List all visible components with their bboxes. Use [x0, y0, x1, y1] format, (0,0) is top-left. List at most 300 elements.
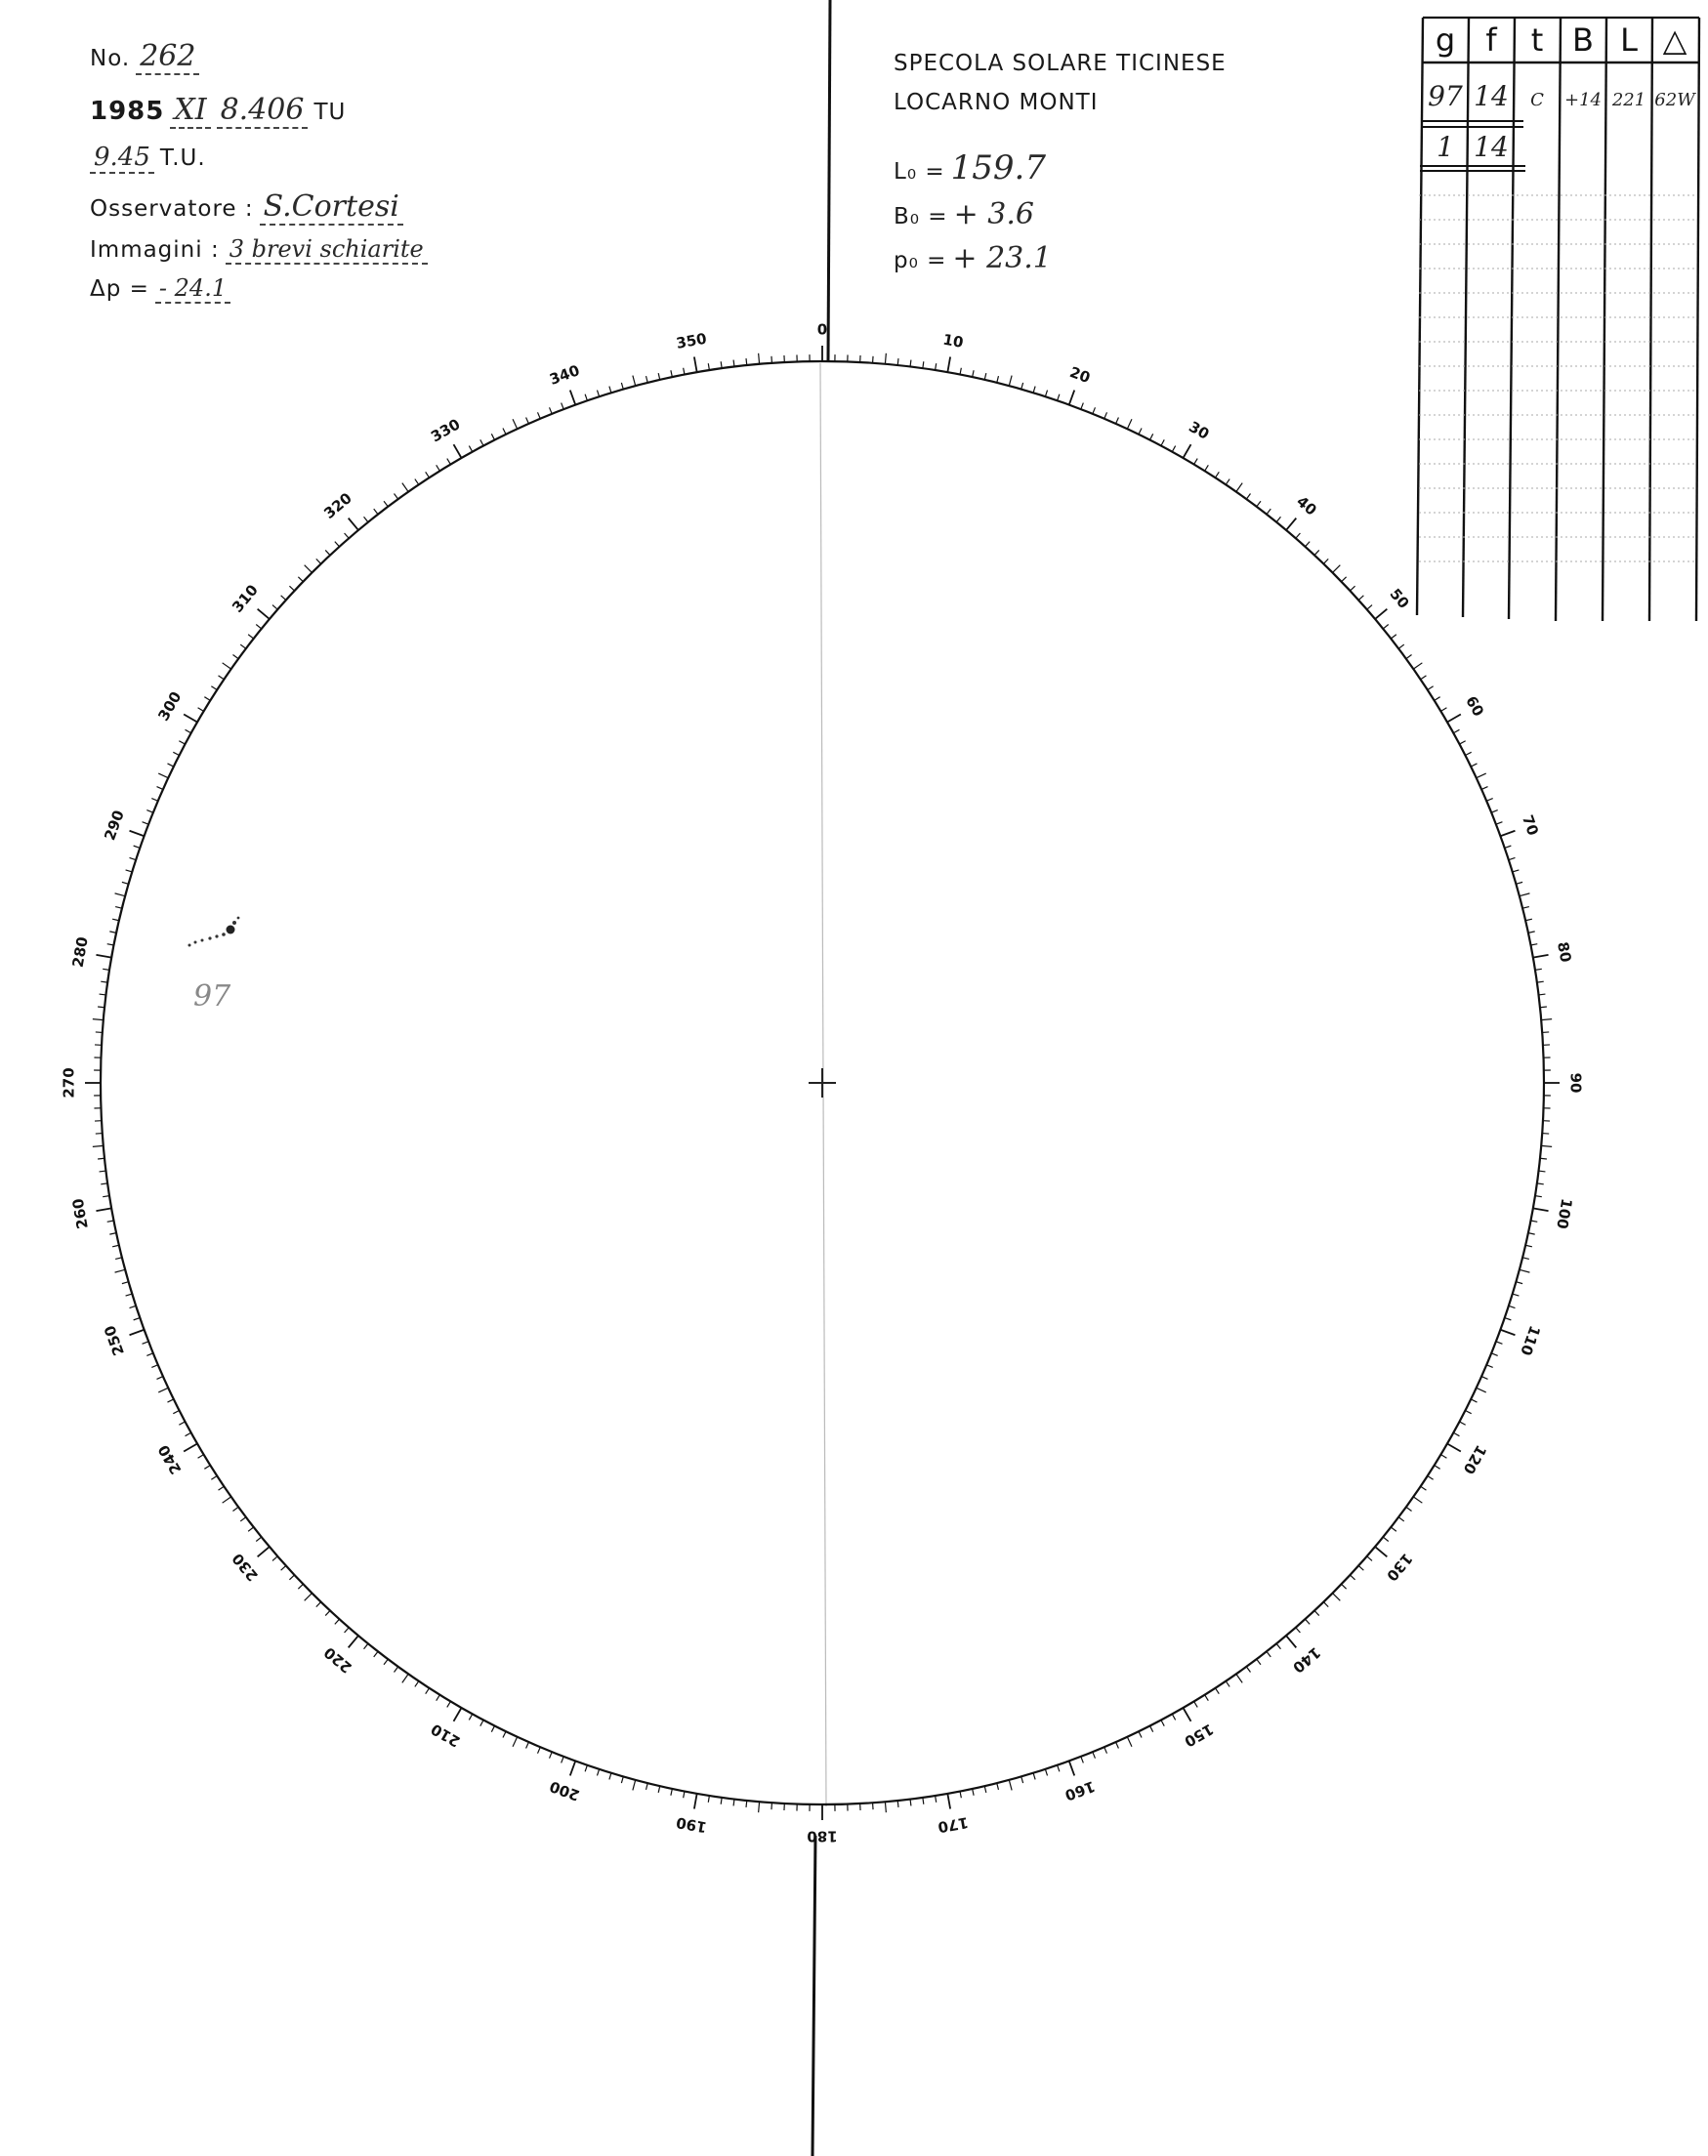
sunspot	[237, 917, 240, 920]
scale-label: 170	[936, 1813, 970, 1837]
date-suffix: TU	[313, 100, 347, 125]
scale-tick	[1413, 663, 1422, 669]
scale-tick	[281, 1565, 286, 1570]
scale-tick	[184, 715, 197, 723]
scale-tick	[621, 383, 623, 390]
scale-tick	[281, 596, 286, 601]
scale-tick	[1342, 577, 1347, 582]
scale-tick	[936, 363, 937, 370]
scale-tick	[93, 1019, 104, 1020]
scale-tick	[1428, 686, 1434, 690]
scale-tick	[126, 870, 133, 872]
l0-label: L₀ =	[894, 159, 945, 185]
scale-tick	[167, 1399, 173, 1402]
scale-tick	[1314, 1610, 1319, 1615]
scale-label: 220	[320, 1643, 355, 1677]
scale-tick	[1513, 1294, 1520, 1296]
scale-label: 310	[229, 581, 262, 616]
scale-tick	[923, 361, 924, 368]
scale-tick	[258, 609, 270, 619]
scale-tick	[1398, 644, 1404, 648]
scale-tick	[1541, 1019, 1552, 1020]
scale-tick	[997, 1783, 999, 1790]
scale-tick	[1139, 428, 1142, 434]
scale-tick	[1215, 1688, 1219, 1694]
scale-tick	[746, 358, 747, 365]
scale-tick	[402, 483, 408, 492]
p0-value: + 23.1	[952, 241, 1052, 275]
table-header-cell: t	[1530, 21, 1544, 59]
scale-tick	[469, 446, 472, 452]
scale-tick	[98, 1158, 104, 1159]
scale-tick	[526, 1742, 529, 1748]
scale-tick	[179, 1422, 185, 1425]
scale-tick	[112, 919, 119, 921]
scale-tick	[1383, 625, 1388, 629]
scale-tick	[491, 1725, 494, 1731]
scale-tick	[1350, 586, 1354, 591]
scale-tick	[130, 1330, 145, 1335]
scale-tick	[1267, 509, 1271, 515]
scale-tick	[1296, 1628, 1301, 1633]
scale-label: 100	[1553, 1196, 1576, 1230]
scale-tick	[1367, 605, 1372, 610]
scale-tick	[759, 1802, 760, 1812]
scale-tick	[345, 1628, 350, 1633]
scale-tick	[1093, 407, 1096, 413]
table-cell: 97	[1428, 80, 1463, 112]
sunspot	[232, 921, 236, 925]
scale-tick	[1246, 1667, 1250, 1673]
scale-label: 20	[1066, 363, 1093, 388]
scale-tick	[1421, 1486, 1427, 1490]
scale-tick	[1205, 1695, 1209, 1701]
scale-label: 180	[807, 1827, 838, 1845]
scale-tick	[609, 387, 611, 394]
scale-tick	[480, 439, 483, 445]
scale-tick	[186, 1432, 191, 1435]
scale-tick	[248, 635, 254, 639]
scale-tick	[1267, 1651, 1271, 1657]
scale-tick	[248, 1527, 254, 1531]
scale-tick	[562, 403, 564, 410]
scale-tick	[1226, 1681, 1229, 1687]
scale-tick	[1406, 1507, 1412, 1511]
number-label: No.	[90, 46, 131, 71]
table-cell: 62W	[1654, 90, 1695, 110]
table-header-cell: g	[1435, 21, 1456, 59]
scale-tick	[158, 773, 168, 778]
scale-tick	[684, 368, 685, 375]
scale-tick	[1333, 1594, 1341, 1601]
scale-tick	[1081, 1757, 1084, 1763]
scale-tick	[179, 741, 185, 744]
scale-tick	[1486, 1365, 1492, 1368]
scale-tick	[550, 407, 553, 413]
scale-tick	[1491, 1353, 1497, 1356]
scale-tick	[1535, 969, 1542, 970]
scale-tick	[1477, 773, 1486, 778]
scale-tick	[1116, 1742, 1119, 1748]
scale-tick	[1139, 1731, 1142, 1737]
scale-tick	[910, 360, 911, 367]
date-year: 1985	[90, 97, 165, 126]
table-header-cell: B	[1572, 21, 1594, 59]
date-day: 8.406	[217, 93, 309, 129]
scale-tick	[1194, 459, 1198, 465]
scale-tick	[437, 465, 440, 471]
scale-tick	[597, 1769, 599, 1776]
scale-tick	[402, 1674, 408, 1682]
scale-tick	[885, 353, 886, 364]
scale-tick	[219, 676, 225, 680]
scale-tick	[186, 729, 191, 732]
scale-tick	[1516, 882, 1522, 884]
scale-tick	[1058, 394, 1060, 401]
scale-tick	[1528, 932, 1535, 933]
scale-tick	[122, 1282, 129, 1284]
scale-tick	[469, 1714, 472, 1720]
scale-tick	[151, 1365, 157, 1368]
scale-tick	[997, 376, 999, 383]
scale-tick	[1496, 1342, 1503, 1345]
table-cell: 14	[1474, 131, 1509, 163]
scale-tick	[746, 1801, 747, 1807]
scale-tick	[1069, 1761, 1074, 1775]
scale-tick	[93, 1145, 104, 1146]
scale-tick	[733, 360, 734, 367]
scale-tick	[491, 434, 494, 439]
scale-tick	[258, 1547, 270, 1556]
scale-tick	[513, 1737, 518, 1747]
scale-tick	[1541, 1145, 1552, 1146]
scale-tick	[960, 368, 961, 375]
scale-tick	[708, 363, 709, 370]
scale-tick	[1104, 412, 1107, 418]
scale-tick	[1172, 446, 1175, 452]
scale-tick	[112, 1245, 119, 1247]
scale-label: 230	[229, 1550, 262, 1585]
scale-tick	[984, 1786, 986, 1793]
scale-tick	[107, 1221, 114, 1222]
scale-tick	[109, 932, 116, 933]
scale-tick	[1009, 1780, 1012, 1791]
scale-tick	[1509, 1306, 1516, 1307]
scale-tick	[1533, 955, 1549, 958]
scale-tick	[305, 1594, 312, 1601]
scale-tick	[562, 1757, 564, 1763]
sunspot	[194, 941, 197, 944]
scale-tick	[1505, 846, 1512, 848]
sunspot-group-label: 97	[193, 979, 231, 1014]
scale-tick	[126, 1294, 133, 1296]
scale-tick	[447, 1701, 451, 1707]
delta-p-value: - 24.1	[155, 274, 230, 304]
scale-tick	[658, 1786, 660, 1793]
scale-tick	[374, 509, 378, 515]
scale-tick	[1246, 493, 1250, 499]
scale-tick	[1453, 729, 1459, 732]
scale-label: 130	[1383, 1550, 1416, 1585]
scale-tick	[658, 373, 660, 380]
scale-tick	[1391, 635, 1396, 639]
scale-tick	[1435, 1466, 1440, 1470]
scale-tick	[1491, 810, 1497, 813]
scale-tick	[1323, 1602, 1328, 1607]
scale-tick	[1477, 1388, 1486, 1392]
p0-label: p₀ =	[894, 248, 947, 273]
scale-tick	[426, 472, 430, 477]
scale-tick	[1276, 517, 1280, 521]
scale-tick	[1323, 559, 1328, 563]
scale-tick	[1520, 893, 1530, 896]
scale-tick	[395, 493, 398, 499]
scale-tick	[960, 1791, 961, 1798]
scale-tick	[646, 1783, 648, 1790]
scale-tick	[115, 1258, 122, 1260]
scale-tick	[256, 625, 261, 629]
scale-tick	[1537, 981, 1544, 982]
sunspot-leader	[227, 926, 235, 934]
scale-label: 30	[1186, 417, 1213, 443]
scale-tick	[349, 518, 358, 530]
scale-tick	[1398, 1517, 1404, 1521]
scale-tick	[1149, 434, 1152, 439]
scale-label: 150	[1181, 1720, 1217, 1751]
scale-tick	[1428, 1475, 1434, 1479]
scale-tick	[345, 533, 350, 538]
scale-tick	[1069, 391, 1074, 405]
scale-tick	[1194, 1701, 1198, 1707]
scale-tick	[1205, 465, 1209, 471]
scale-tick	[936, 1796, 937, 1803]
scale-tick	[1391, 1527, 1396, 1531]
scale-tick	[1375, 1547, 1387, 1556]
scale-tick	[184, 1444, 197, 1452]
scale-label: 200	[547, 1777, 582, 1804]
scale-tick	[130, 1306, 137, 1307]
scale-tick	[1116, 417, 1119, 423]
scale-tick	[325, 550, 330, 555]
scale-tick	[708, 1796, 709, 1803]
table-header-cell: f	[1485, 21, 1497, 59]
scale-tick	[1350, 1575, 1354, 1580]
scale-tick	[1286, 518, 1296, 530]
table-cell: 1	[1437, 131, 1454, 163]
scale-label: 110	[1517, 1323, 1544, 1358]
scale-label: 250	[101, 1323, 128, 1358]
scale-tick	[115, 1269, 126, 1272]
scale-tick	[1009, 376, 1012, 387]
scale-tick	[1161, 1720, 1164, 1725]
table-header-cell: L	[1620, 21, 1638, 59]
table-cell: 221	[1611, 90, 1646, 110]
scale-tick	[219, 1486, 225, 1490]
scale-tick	[1104, 1747, 1107, 1753]
scale-tick	[973, 370, 974, 377]
l0-value: 159.7	[950, 148, 1046, 187]
scale-tick	[1081, 403, 1084, 410]
scale-tick	[1286, 1636, 1296, 1647]
scale-tick	[316, 559, 321, 563]
scale-tick	[585, 394, 587, 401]
scale-tick	[1533, 1208, 1549, 1211]
scale-tick	[146, 1353, 152, 1356]
scale-tick	[1540, 1158, 1547, 1159]
b0-value: + 3.6	[953, 197, 1034, 231]
scale-tick	[151, 799, 157, 802]
group-table	[1417, 18, 1699, 621]
scale-tick	[1522, 1258, 1529, 1260]
scale-label: 240	[154, 1441, 186, 1477]
scale-tick	[1257, 501, 1261, 507]
scale-tick	[156, 1377, 162, 1380]
scale-tick	[973, 1789, 974, 1796]
scale-tick	[335, 1619, 340, 1624]
scale-tick	[1447, 715, 1461, 723]
scale-label: 90	[1566, 1072, 1585, 1094]
scale-tick	[204, 697, 210, 701]
scale-tick	[415, 1681, 419, 1687]
scale-tick	[1033, 1773, 1035, 1780]
scale-tick	[1226, 479, 1229, 485]
observer-label: Osservatore :	[90, 196, 254, 222]
scale-tick	[426, 1688, 430, 1694]
scale-tick	[447, 459, 451, 465]
observer-value: S.Cortesi	[260, 189, 403, 226]
sunspot	[188, 944, 191, 947]
scale-tick	[1021, 383, 1023, 390]
scale-tick	[1413, 1497, 1422, 1503]
scale-tick	[1161, 439, 1164, 445]
scale-tick	[1257, 1659, 1261, 1665]
scale-tick	[364, 517, 368, 521]
scale-tick	[1471, 1399, 1477, 1402]
scale-tick	[1440, 1455, 1446, 1459]
scale-tick	[454, 444, 462, 458]
scale-tick	[240, 1517, 246, 1521]
scale-tick	[240, 644, 246, 648]
images-label: Immagini :	[90, 237, 220, 263]
sunspot	[208, 936, 211, 939]
scale-label: 120	[1459, 1441, 1490, 1477]
scale-label: 0	[816, 320, 828, 339]
scale-tick	[415, 479, 419, 485]
scale-tick	[947, 356, 950, 372]
scale-tick	[158, 1388, 168, 1392]
scale-tick	[1453, 1432, 1459, 1435]
top-axis-line	[828, 0, 830, 361]
scale-tick	[1505, 1318, 1512, 1320]
scale-tick	[122, 882, 129, 884]
scale-tick	[223, 663, 231, 669]
scale-tick	[305, 565, 312, 573]
scale-tick	[1093, 1752, 1096, 1758]
scale-tick	[173, 752, 179, 755]
scale-tick	[1215, 472, 1219, 477]
scale-label: 140	[1289, 1643, 1324, 1677]
scale-tick	[1520, 1269, 1530, 1272]
scale-tick	[597, 391, 599, 397]
scale-tick	[1535, 1196, 1542, 1197]
scale-tick	[289, 586, 294, 591]
scale-tick	[1127, 1737, 1132, 1747]
scale-tick	[1058, 1765, 1060, 1772]
scale-tick	[1435, 697, 1440, 701]
scale-tick	[570, 391, 575, 405]
scale-tick	[211, 1475, 217, 1479]
center-cross	[809, 1068, 836, 1098]
scale-tick	[513, 419, 518, 429]
scale-tick	[671, 1789, 672, 1796]
scale-tick	[204, 1466, 210, 1470]
scale-tick	[1459, 1422, 1465, 1425]
scale-tick	[721, 1798, 722, 1804]
scale-label: 260	[68, 1196, 92, 1230]
scale-tick	[130, 857, 137, 859]
scale-tick	[437, 1695, 440, 1701]
scale-tick	[198, 708, 204, 712]
scale-tick	[1481, 787, 1487, 790]
scale-tick	[984, 373, 986, 380]
scale-tick	[1296, 533, 1301, 538]
scale-tick	[1465, 752, 1471, 755]
scale-label: 10	[941, 330, 965, 352]
scale-tick	[109, 1233, 116, 1234]
scale-tick	[156, 787, 162, 790]
scale-tick	[1375, 609, 1387, 619]
scale-tick	[232, 1507, 238, 1511]
scale-tick	[550, 1752, 553, 1758]
scale-tick	[134, 1318, 141, 1320]
scale-tick	[101, 981, 107, 982]
scale-tick	[923, 1798, 924, 1804]
scale-tick	[96, 955, 111, 958]
scale-tick	[384, 1659, 388, 1665]
scale-label: 340	[547, 361, 582, 389]
scale-label: 60	[1462, 692, 1488, 720]
scale-tick	[1184, 444, 1191, 458]
scale-tick	[538, 412, 541, 418]
scale-tick	[1342, 1584, 1347, 1589]
scale-tick	[1525, 919, 1532, 921]
scale-tick	[100, 1171, 106, 1172]
delta-p-label: Δp =	[90, 276, 149, 302]
scale-tick	[1471, 764, 1477, 767]
scale-tick	[349, 1636, 358, 1647]
sunspot	[201, 939, 204, 942]
scale-tick	[1333, 565, 1341, 573]
scale-tick	[272, 605, 277, 610]
scale-tick	[1367, 1556, 1372, 1561]
scale-tick	[211, 686, 217, 690]
scale-tick	[1127, 419, 1132, 429]
scale-tick	[232, 655, 238, 659]
scale-tick	[1033, 387, 1035, 394]
scale-tick	[1509, 857, 1516, 859]
bottom-axis-line	[812, 1836, 815, 2156]
scale-tick	[101, 1183, 107, 1184]
scale-label: 40	[1293, 492, 1320, 519]
scale-tick	[272, 1556, 277, 1561]
scale-tick	[143, 822, 149, 825]
sunspot	[215, 934, 218, 937]
scale-label: 70	[1518, 812, 1542, 839]
date-month: XI	[170, 93, 210, 129]
scale-tick	[570, 1761, 575, 1775]
table-cell: C	[1530, 90, 1544, 110]
scale-tick	[1513, 870, 1520, 872]
